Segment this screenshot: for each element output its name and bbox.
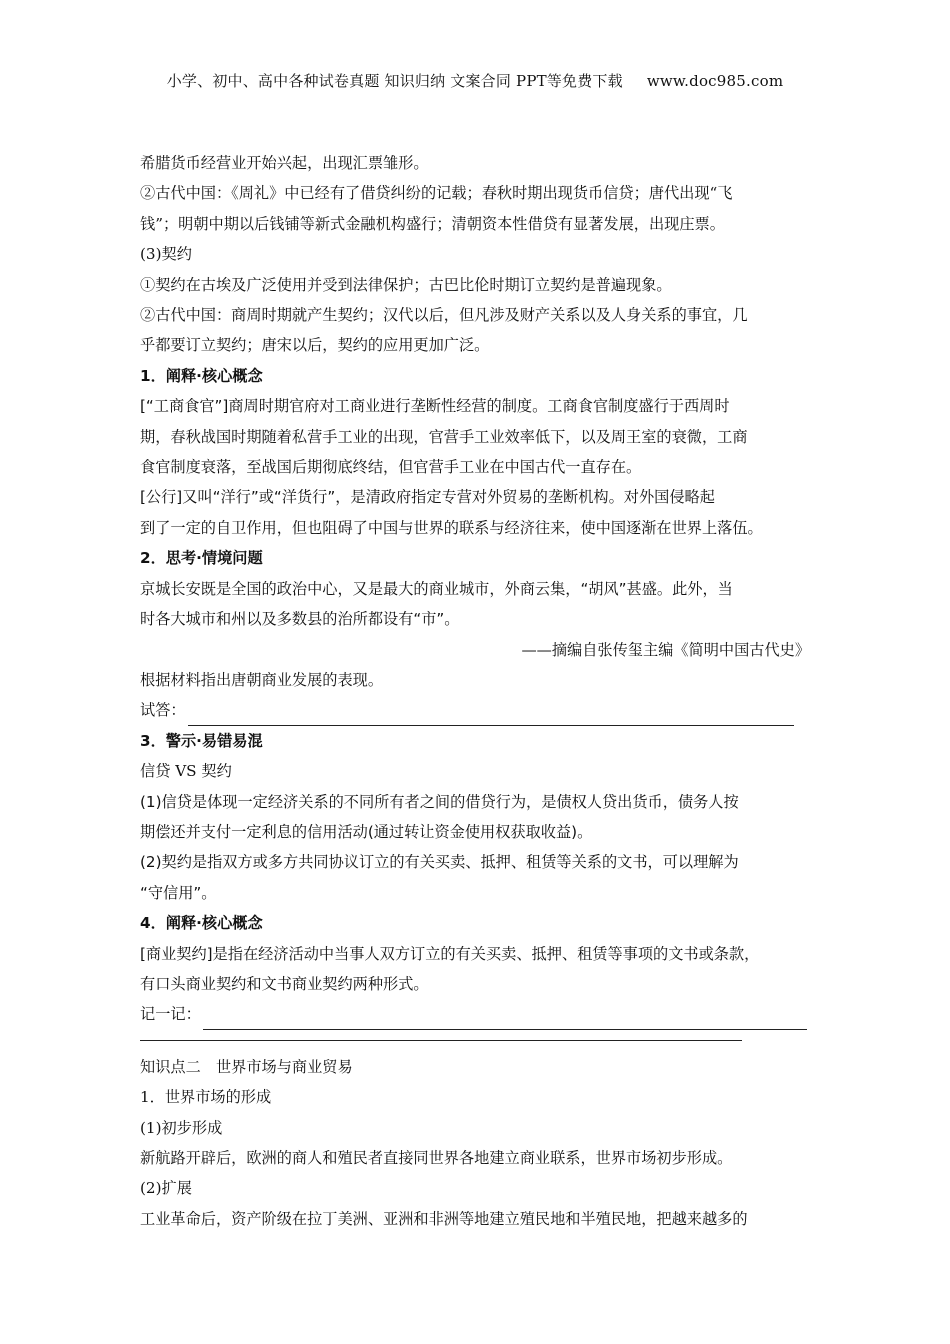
- text-line: 工业革命后，资产阶级在拉丁美洲、亚洲和非洲等地建立殖民地和半殖民地，把越来越多的: [140, 1209, 748, 1228]
- text-line: ②古代中国：《周礼》中已经有了借贷纠纷的记载；春秋时期出现货币信贷；唐代出现“飞: [140, 184, 733, 203]
- text-line: [“工商食官”]商周时期官府对工商业进行垄断性经营的制度。工商食官制度盛行于西周时: [140, 397, 730, 416]
- text-line: ②古代中国：商周时期就产生契约；汉代以后，但凡涉及财产关系以及人身关系的事宜，几: [140, 306, 748, 325]
- document-body: [140, 148, 820, 1234]
- page-header: [0, 70, 950, 91]
- text-line: 钱”；明朝中期以后钱铺等新式金融机构盛行；清朝资本性借贷有显著发展，出现庄票。: [140, 214, 725, 233]
- text-line: (1)信贷是体现一定经济关系的不同所有者之间的借贷行为，是债权人贷出货币，债务人按: [140, 792, 739, 811]
- knowledge-point-heading: 知识点二 世界市场与商业贸易: [140, 1057, 353, 1076]
- header-url[interactable]: www.doc985.com: [646, 72, 784, 90]
- answer-row: [140, 695, 820, 725]
- header-text: 小学、初中、高中各种试卷真题 知识归纳 文案合同 PPT等免费下载: [166, 72, 623, 90]
- text-line: 食官制度衰落，至战国后期彻底终结，但官营手工业在中国古代一直存在。: [140, 458, 642, 477]
- note-row: [140, 999, 820, 1029]
- note-blank-line[interactable]: [140, 1030, 820, 1052]
- text-line: 期偿还并支付一定利息的信用活动(通过转让资金使用权获取收益)。: [140, 822, 593, 841]
- text-line: 时各大城市和州以及多数县的治所都设有“市”。: [140, 610, 460, 629]
- text-line: 乎都要订立契约；唐宋以后，契约的应用更加广泛。: [140, 336, 490, 355]
- text-line: 京城长安既是全国的政治中心，又是最大的商业城市，外商云集，“胡风”甚盛。此外，当: [140, 579, 733, 598]
- text-line: 期，春秋战国时期随着私营手工业的出现，官营手工业效率低下，以及周王室的衰微，工商: [140, 427, 748, 446]
- text-line: 有口头商业契约和文书商业契约两种形式。: [140, 974, 429, 993]
- section-heading: 4．阐释·核心概念: [140, 914, 263, 933]
- text-line: 新航路开辟后，欧洲的商人和殖民者直接同世界各地建立商业联系，世界市场初步形成。: [140, 1149, 733, 1167]
- text-line: (2)契约是指双方或多方共同协议订立的有关买卖、抵押、租赁等关系的文书，可以理解为: [140, 853, 739, 872]
- section-heading: 3．警示·易错易混: [140, 731, 263, 750]
- text-line: 到了一定的自卫作用，但也阻碍了中国与世界的联系与经济往来，使中国逐渐在世界上落伍。: [140, 518, 763, 537]
- text-line: [商业契约]是指在经济活动中当事人双方订立的有关买卖、抵押、租赁等事项的文书或条款，: [140, 944, 760, 963]
- section-heading: 2．思考·情境问题: [140, 549, 263, 568]
- subheading: (2)扩展: [140, 1179, 192, 1198]
- section-heading: (3)契约: [140, 245, 192, 264]
- subheading: (1)初步形成: [140, 1118, 223, 1137]
- subheading: 信贷 VS 契约: [140, 762, 232, 781]
- text-line: 希腊货币经营业开始兴起，出现汇票雏形。: [140, 154, 429, 172]
- text-line: [公行]又叫“洋行”或“洋货行”，是清政府指定专营对外贸易的垄断机构。对外国侵略起: [140, 488, 715, 507]
- answer-label: 试答：: [140, 701, 186, 720]
- question-line: 根据材料指出唐朝商业发展的表现。: [140, 670, 383, 689]
- note-label: 记一记：: [140, 1005, 201, 1024]
- text-line: ①契约在古埃及广泛使用并受到法律保护；古巴比伦时期订立契约是普遍现象。: [140, 275, 672, 294]
- section-heading: 1．阐释·核心概念: [140, 366, 263, 385]
- source-citation: ——摘编自张传玺主编《简明中国古代史》: [521, 640, 810, 659]
- answer-blank[interactable]: [188, 706, 794, 726]
- text-line: “守信用”。: [140, 883, 217, 902]
- note-blank[interactable]: [203, 1010, 807, 1030]
- section-heading: 1．世界市场的形成: [140, 1088, 272, 1107]
